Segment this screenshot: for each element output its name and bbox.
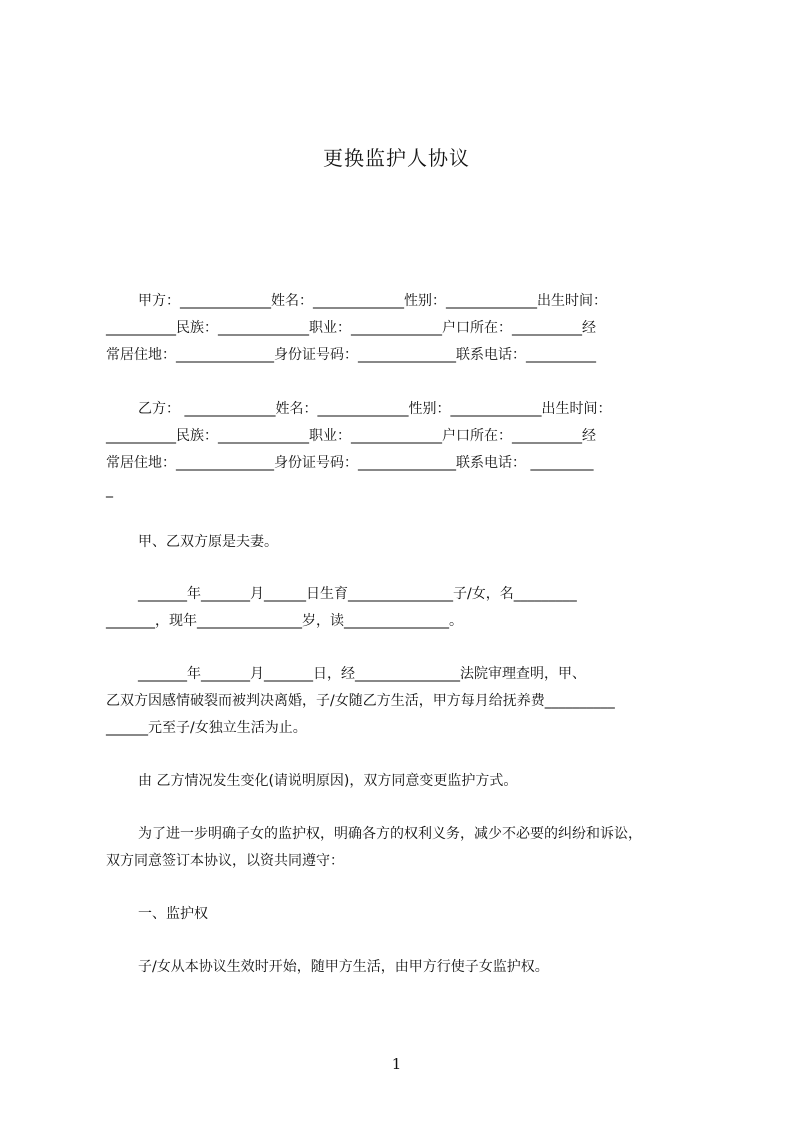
paragraph-change: 由 乙方情况发生变化(请说明原因)，双方同意变更监护方式。: [138, 773, 518, 789]
party-a-line-1: 甲方：_____________姓名：_____________性别：_____________出生时间：: [138, 293, 607, 309]
paragraph-divorce-line-3: ______元至子/女独立生活为止。: [106, 720, 307, 736]
paragraph-divorce-line-2: 乙双方因感情破裂而被判决离婚，子/女随乙方生活，甲方每月给抚养费__________: [106, 693, 615, 709]
document-title: 更换监护人协议: [323, 146, 470, 170]
party-a-line-2: __________民族：_____________职业：_____________户口所在：__________经: [106, 320, 596, 336]
page-number: 1: [391, 1055, 402, 1073]
paragraph-spouses: 甲、乙双方原是夫妻。: [138, 534, 278, 550]
party-b-line-3: 常居住地：______________身份证号码：______________联系电话： _________: [106, 455, 594, 471]
paragraph-purpose-line-1: 为了进一步明确子女的监护权，明确各方的权利义务，减少不必要的纠纷和诉讼，: [138, 826, 642, 842]
section-one-heading: 一、监护权: [138, 906, 208, 922]
section-one-body: 子/女从本协议生效时开始，随甲方生活，由甲方行使子女监护权。: [138, 959, 549, 975]
party-b-line-1: 乙方： _____________姓名：_____________性别：_____________出生时间：: [138, 401, 612, 417]
paragraph-child-line-2: _______，现年_______________岁，读_______________。: [106, 613, 463, 629]
party-a-line-3: 常居住地：______________身份证号码：______________联系电话：__________: [106, 347, 596, 363]
paragraph-child-line-1: _______年_______月______日生育_______________子/女，名_________: [138, 586, 577, 602]
paragraph-divorce-line-1: _______年_______月_______日，经_______________法院审理查明，甲、: [138, 666, 586, 682]
party-b-line-2: __________民族：_____________职业：_____________户口所在：__________经: [106, 428, 596, 444]
paragraph-purpose-line-2: 双方同意签订本协议，以资共同遵守：: [106, 853, 344, 869]
party-b-line-4: _: [106, 482, 113, 498]
